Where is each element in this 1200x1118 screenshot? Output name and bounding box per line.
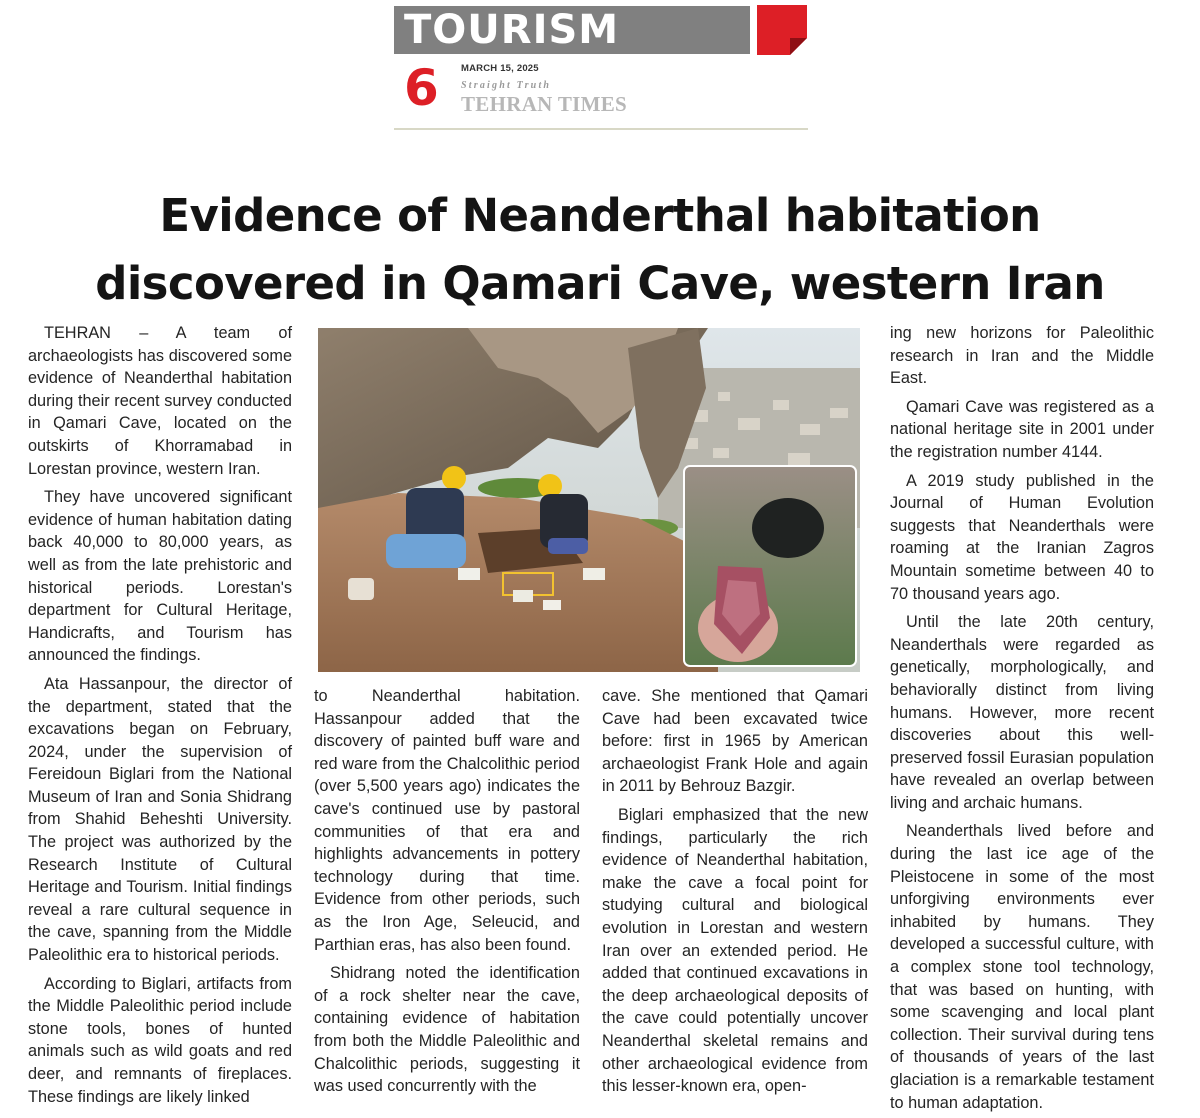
issue-date: MARCH 15, 2025 bbox=[461, 63, 539, 74]
masthead-rule bbox=[394, 128, 808, 130]
paragraph: According to Biglari, artifacts from the Middle Paleolithic period include stone tools, bones of hunted animals such as wild goats and red deer, and remnants of fireplaces. These findings are likely linked bbox=[28, 974, 292, 1106]
paragraph: to Neanderthal habitation. Hassanpour added that the discovery of painted buff ware and red ware from the Chalcolithic period (over 5,500 years ago) indicates the cave's continued use by pastoral communities of that era and highlights advancements in pottery technology during that time. Evidence from other periods, such as the Iron Age, Seleucid, and Parthian eras, has also been found. bbox=[314, 687, 580, 954]
article-column-2 bbox=[314, 685, 580, 1104]
slogan: Straight Truth bbox=[461, 80, 552, 91]
paragraph: Qamari Cave was registered as a national heritage site in 2001 under the registration number 4144. bbox=[890, 397, 1154, 461]
paragraph: Until the late 20th century, Neanderthals were regarded as genetically, morphologically, and behaviorally distinct from living humans. However, more recent discoveries about this well-preserved fossil Eurasian population have revealed an overlap between living and archaic humans. bbox=[890, 613, 1154, 812]
article-column-4 bbox=[890, 322, 1154, 1118]
paragraph: Shidrang noted the identification of a rock shelter near the cave, containing evidence of habitation from both the Middle Paleolithic and Chalcolithic periods, suggesting it was used concurrently with the bbox=[314, 964, 580, 1096]
page-number: 6 bbox=[404, 59, 439, 117]
section-bar bbox=[394, 6, 750, 54]
paragraph: cave. She mentioned that Qamari Cave had been excavated twice before: first in 1965 by American archaeologist Frank Hole and again in 2011 by Behrouz Bazgir. bbox=[602, 687, 868, 796]
headline-line-2: discovered in Qamari Cave, western Iran bbox=[95, 257, 1105, 310]
photo-illustration bbox=[318, 328, 860, 672]
article-column-3 bbox=[602, 685, 868, 1104]
paragraph: Ata Hassanpour, the director of the department, stated that the excavations began on February, 2024, under the supervision of Fereidoun Biglari from the National Museum of Iran and Sonia Shidrang from Shahid Beheshti University. The project was authorized by the Research Institute of Cultural Heritage and Tourism. Initial findings reveal a rare cultural sequence in the cave, spanning from the Middle Paleolithic era to historical periods. bbox=[28, 674, 292, 965]
paragraph: ing new horizons for Paleolithic research in Iran and the Middle East. bbox=[890, 324, 1154, 388]
headline-line-1: Evidence of Neanderthal habitation bbox=[159, 189, 1041, 242]
red-flag-icon bbox=[757, 5, 807, 55]
paragraph: Neanderthals lived before and during the last ice age of the Pleistocene in some of the most unforgiving environments ever inhabited by humans. They developed a successful culture, with a complex stone tool technology, that was based on hunting, with some scavenging and local plant collection. Their survival during tens of thousands of years of the last glaciation is a remarkable testament to human adaptation. bbox=[890, 822, 1154, 1112]
paper-name: TEHRAN TIMES bbox=[461, 92, 628, 116]
paragraph: Biglari emphasized that the new findings, particularly the rich evidence of Neanderthal habitation, make the cave a focal point for studying cultural and biological evolution in Lorestan and western Iran over an extended period. He added that continued excavations in the deep archaeological deposits of the cave could potentially uncover Neanderthal skeletal remains and other archaeological evidence from this lesser-known era, open- bbox=[602, 805, 868, 1096]
article-column-1 bbox=[28, 322, 292, 1114]
paragraph: A 2019 study published in the Journal of Human Evolution suggests that Neanderthals were roaming at the Iranian Zagros Mountain sometime between 40 to 70 thousand years ago. bbox=[890, 471, 1154, 603]
paragraph: They have uncovered significant evidence of human habitation dating back 40,000 to 80,000 years, as well as from the late prehistoric and historical periods. Lorestan's department for Cultural Heritage, Handicrafts, and Tourism has announced the findings. bbox=[28, 488, 292, 665]
paragraph: TEHRAN – A team of archaeologists has discovered some evidence of Neanderthal habitation during their recent survey conducted in Qamari Cave, located on the outskirts of Khorramabad in Lorestan province, western Iran. bbox=[28, 324, 292, 478]
section-name: TOURISM bbox=[404, 7, 620, 53]
headline bbox=[0, 182, 1200, 318]
cave-excavation-photo bbox=[318, 328, 860, 672]
